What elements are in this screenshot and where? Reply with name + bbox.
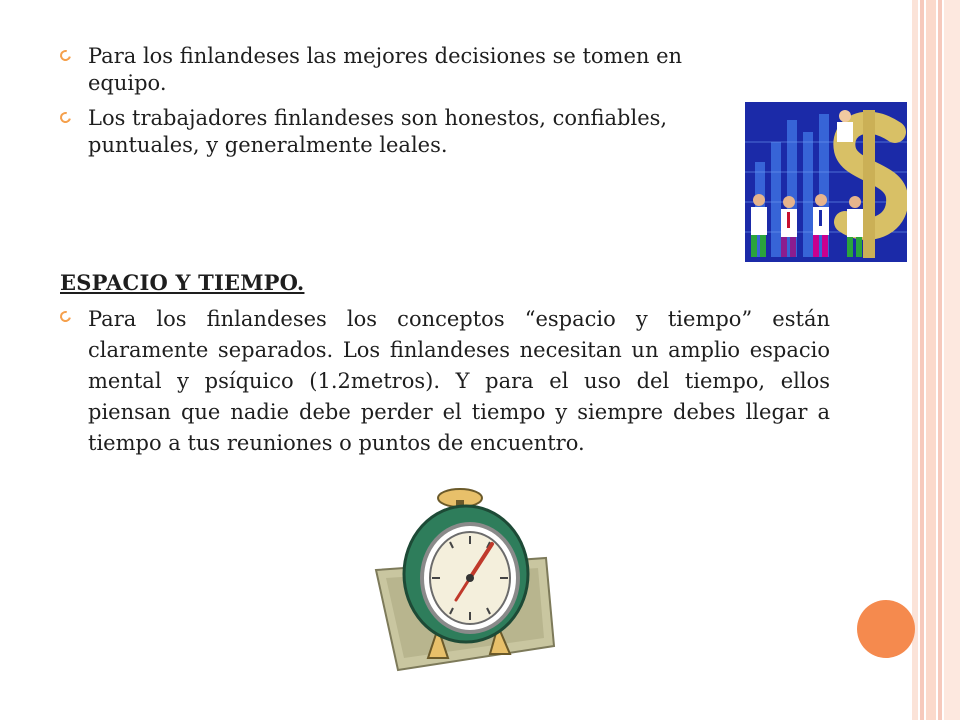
open-circle-bullet-icon — [58, 309, 73, 324]
bullet-item — [60, 304, 830, 459]
open-circle-bullet-icon — [58, 48, 73, 63]
open-circle-bullet-icon — [58, 110, 73, 125]
accent-circle — [857, 600, 915, 658]
section-heading: ESPACIO Y TIEMPO. — [60, 270, 305, 295]
bullet-item — [60, 105, 740, 159]
bottom-bullet-list — [60, 304, 830, 467]
bullet-item — [60, 43, 740, 97]
bullet-text: Para los finlandeses las mejores decisiones se tomen en equipo. — [88, 44, 683, 95]
top-bullet-list — [60, 43, 740, 167]
bullet-text: Los trabajadores finlandeses son honestos, confiables, puntuales, y generalmente leales. — [88, 106, 668, 157]
business-people-dollar-chart-icon — [745, 102, 907, 262]
alarm-clock-icon — [368, 478, 558, 678]
bullet-text: Para los finlandeses los conceptos “espacio y tiempo” están claramente separados. Los finlandeses necesitan un amplio espacio mental y psíquico (1.2metros). Y para el uso del tiempo, ellos piensan que nadie debe perder el tiempo y siempre debes llegar a tiempo a tus reuniones o puntos de encuentro. — [88, 307, 830, 455]
decorative-stripes — [912, 0, 960, 720]
